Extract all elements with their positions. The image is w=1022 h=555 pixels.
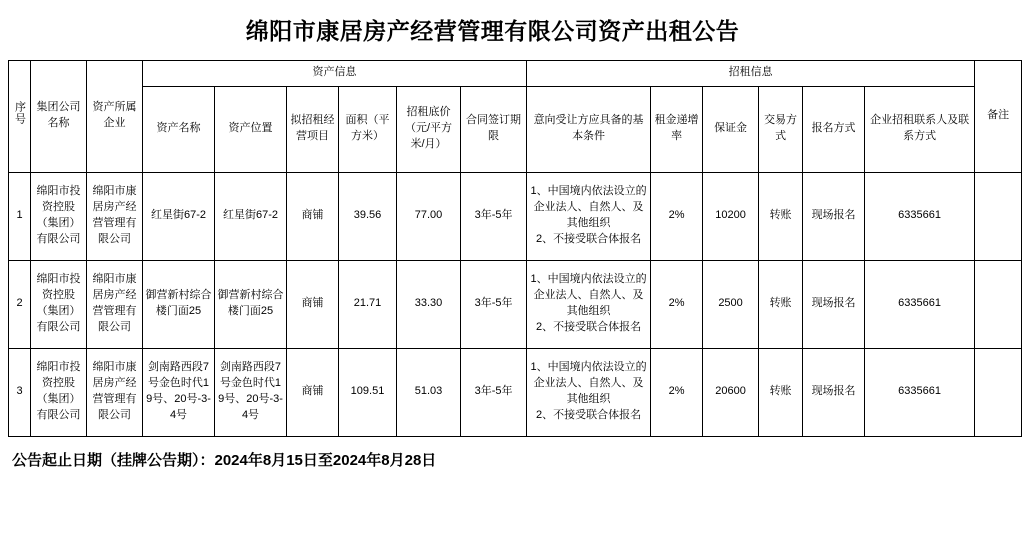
cell-conditions: 1、中国境内依法设立的企业法人、自然人、及其他组织 2、不接受联合体报名 xyxy=(527,348,651,436)
table-group-header-row xyxy=(9,60,1022,86)
cell-price: 33.30 xyxy=(397,260,461,348)
cell-seq: 1 xyxy=(9,172,31,260)
header-entity: 资产所属企业 xyxy=(87,60,143,172)
cell-increase: 2% xyxy=(651,348,703,436)
cell-register-mode: 现场报名 xyxy=(803,260,865,348)
cell-register-mode: 现场报名 xyxy=(803,172,865,260)
cell-conditions: 1、中国境内依法设立的企业法人、自然人、及其他组织 2、不接受联合体报名 xyxy=(527,172,651,260)
cell-deposit: 2500 xyxy=(703,260,759,348)
cell-deposit: 20600 xyxy=(703,348,759,436)
cell-asset-location: 剑南路西段7号金色时代19号、20号-3-4号 xyxy=(215,348,287,436)
header-project: 拟招租经营项目 xyxy=(287,86,339,172)
cell-area: 21.71 xyxy=(339,260,397,348)
table-column-header-row xyxy=(9,86,1022,172)
cell-price: 77.00 xyxy=(397,172,461,260)
announcement-period-note: 公告起止日期（挂牌公告期）：2024年8月15日至2024年8月28日 xyxy=(12,451,437,469)
cell-increase: 2% xyxy=(651,260,703,348)
cell-company: 绵阳市投资控股（集团）有限公司 xyxy=(31,172,87,260)
cell-remark xyxy=(975,260,1022,348)
cell-term: 3年-5年 xyxy=(461,172,527,260)
cell-trade-mode: 转账 xyxy=(759,260,803,348)
cell-company: 绵阳市投资控股（集团）有限公司 xyxy=(31,260,87,348)
cell-asset-location: 红星街67-2 xyxy=(215,172,287,260)
cell-contact: 6335661 xyxy=(865,348,975,436)
cell-project: 商铺 xyxy=(287,260,339,348)
asset-lease-table xyxy=(8,60,1022,437)
header-register-mode: 报名方式 xyxy=(803,86,865,172)
cell-project: 商铺 xyxy=(287,172,339,260)
table-row xyxy=(9,260,1022,348)
cell-trade-mode: 转账 xyxy=(759,348,803,436)
cell-term: 3年-5年 xyxy=(461,348,527,436)
header-term: 合同签订期限 xyxy=(461,86,527,172)
header-area: 面积（平方米） xyxy=(339,86,397,172)
cell-deposit: 10200 xyxy=(703,172,759,260)
header-group-lease-info: 招租信息 xyxy=(527,60,975,86)
cell-trade-mode: 转账 xyxy=(759,172,803,260)
cell-entity: 绵阳市康居房产经营管理有限公司 xyxy=(87,260,143,348)
cell-contact: 6335661 xyxy=(865,260,975,348)
cell-asset-location: 御营新村综合楼门面25 xyxy=(215,260,287,348)
table-row xyxy=(9,348,1022,436)
header-company: 集团公司名称 xyxy=(31,60,87,172)
header-group-asset-info: 资产信息 xyxy=(143,60,527,86)
cell-entity: 绵阳市康居房产经营管理有限公司 xyxy=(87,348,143,436)
header-asset-location: 资产位置 xyxy=(215,86,287,172)
header-asset-name: 资产名称 xyxy=(143,86,215,172)
cell-seq: 3 xyxy=(9,348,31,436)
cell-conditions: 1、中国境内依法设立的企业法人、自然人、及其他组织 2、不接受联合体报名 xyxy=(527,260,651,348)
cell-entity: 绵阳市康居房产经营管理有限公司 xyxy=(87,172,143,260)
header-price: 招租底价（元/平方米/月） xyxy=(397,86,461,172)
page-title: 绵阳市康居房产经营管理有限公司资产出租公告 xyxy=(245,18,740,44)
cell-area: 109.51 xyxy=(339,348,397,436)
header-remark: 备注 xyxy=(975,60,1022,172)
table-row xyxy=(9,172,1022,260)
table-body xyxy=(9,172,1022,436)
cell-register-mode: 现场报名 xyxy=(803,348,865,436)
cell-contact: 6335661 xyxy=(865,172,975,260)
cell-seq: 2 xyxy=(9,260,31,348)
header-seq: 序号 xyxy=(9,60,31,172)
cell-asset-name: 御营新村综合楼门面25 xyxy=(143,260,215,348)
header-deposit: 保证金 xyxy=(703,86,759,172)
cell-price: 51.03 xyxy=(397,348,461,436)
cell-increase: 2% xyxy=(651,172,703,260)
cell-asset-name: 剑南路西段7号金色时代19号、20号-3-4号 xyxy=(143,348,215,436)
cell-term: 3年-5年 xyxy=(461,260,527,348)
header-trade-mode: 交易方式 xyxy=(759,86,803,172)
header-conditions: 意向受让方应具备的基本条件 xyxy=(527,86,651,172)
cell-project: 商铺 xyxy=(287,348,339,436)
cell-asset-name: 红星街67-2 xyxy=(143,172,215,260)
cell-remark xyxy=(975,172,1022,260)
cell-company: 绵阳市投资控股（集团）有限公司 xyxy=(31,348,87,436)
cell-area: 39.56 xyxy=(339,172,397,260)
header-increase: 租金递增率 xyxy=(651,86,703,172)
cell-remark xyxy=(975,348,1022,436)
header-contact: 企业招租联系人及联系方式 xyxy=(865,86,975,172)
